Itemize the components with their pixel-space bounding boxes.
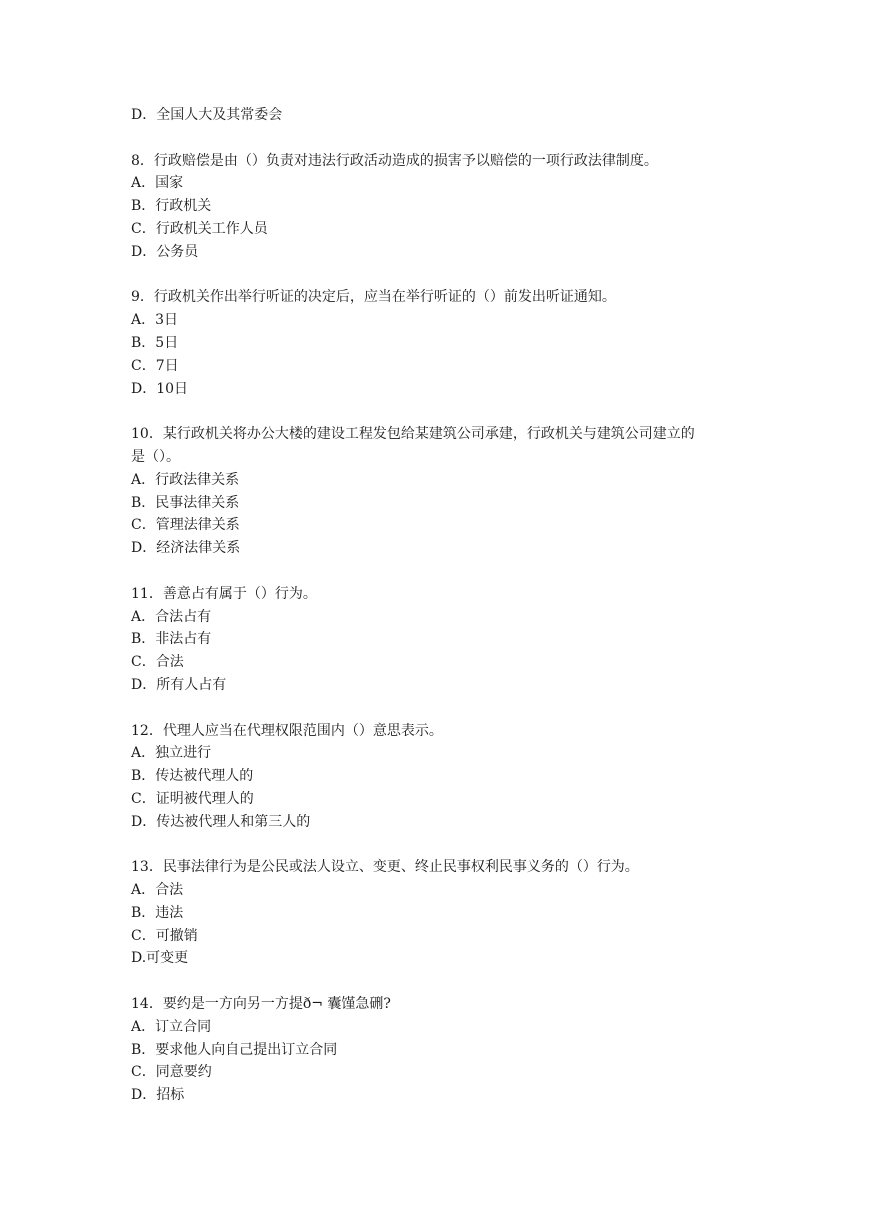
spacer bbox=[131, 970, 791, 993]
question-8-option-d: D．公务员 bbox=[131, 243, 199, 260]
question-8-stem: 8．行政赔偿是由（）负责对违法行政活动造成的损害予以赔偿的一项行政法律制度。 bbox=[131, 152, 658, 169]
question-14-option-c: C．同意要约 bbox=[131, 1064, 212, 1081]
question-12-option-a: A．独立进行 bbox=[131, 745, 212, 762]
question-9-option-a: A．3日 bbox=[131, 312, 179, 329]
question-10-option-b: B．民事法律关系 bbox=[131, 494, 240, 511]
spacer bbox=[131, 127, 791, 150]
question-14-option-b: B．要求他人向自己提出订立合同 bbox=[131, 1041, 338, 1058]
question-12-stem: 12．代理人应当在代理权限范围内（）意思表示。 bbox=[131, 722, 443, 739]
question-11-option-a: A．合法占有 bbox=[131, 608, 212, 625]
question-11-option-d: D．所有人占有 bbox=[131, 676, 227, 693]
question-14-option-a: A．订立合同 bbox=[131, 1018, 212, 1035]
document-page bbox=[131, 104, 791, 1107]
spacer bbox=[131, 264, 791, 287]
question-9-option-c: C．7日 bbox=[131, 357, 179, 374]
spacer bbox=[131, 560, 791, 583]
question-13-stem: 13．民事法律行为是公民或法人设立、变更、终止民事权利民事义务的（）行为。 bbox=[131, 859, 639, 876]
question-10-option-a: A．行政法律关系 bbox=[131, 471, 240, 488]
question-13-option-c: C．可撤销 bbox=[131, 927, 198, 944]
question-10-stem: 10．某行政机关将办公大楼的建设工程发包给某建筑公司承建，行政机关与建筑公司建立的 bbox=[131, 426, 695, 443]
question-8-option-b: B．行政机关 bbox=[131, 198, 212, 215]
question-9-option-d: D．10日 bbox=[131, 380, 189, 397]
question-12-option-b: B．传达被代理人的 bbox=[131, 768, 254, 785]
spacer bbox=[131, 697, 791, 720]
question-13-option-b: B．违法 bbox=[131, 904, 184, 921]
question-11-option-b: B．非法占有 bbox=[131, 631, 212, 648]
question-11-stem: 11．善意占有属于（）行为。 bbox=[131, 585, 317, 602]
question-8-option-c: C．行政机关工作人员 bbox=[131, 220, 268, 237]
question-13-option-d: D.可变更 bbox=[131, 950, 189, 967]
question-14-stem: 14．要约是一方向另一方提ð¬ 囊馑急硎? bbox=[131, 996, 391, 1013]
question-8-option-a: A．国家 bbox=[131, 175, 184, 192]
spacer bbox=[131, 400, 791, 423]
spacer bbox=[131, 834, 791, 857]
question-10-stem-cont: 是（）。 bbox=[131, 448, 180, 465]
question-10-option-c: C．管理法律关系 bbox=[131, 517, 240, 534]
question-14-option-d: D．招标 bbox=[131, 1087, 185, 1104]
question-12-option-c: C．证明被代理人的 bbox=[131, 790, 254, 807]
question-11-option-c: C．合法 bbox=[131, 654, 184, 671]
question-10-option-d: D．经济法律关系 bbox=[131, 540, 241, 557]
question-9-option-b: B．5日 bbox=[131, 334, 179, 351]
question-9-stem: 9．行政机关作出举行听证的决定后，应当在举行听证的（）前发出听证通知。 bbox=[131, 289, 616, 306]
question-13-option-a: A．合法 bbox=[131, 882, 184, 899]
option-d-prev: D．全国人大及其常委会 bbox=[131, 107, 283, 123]
question-12-option-d: D．传达被代理人和第三人的 bbox=[131, 813, 311, 830]
